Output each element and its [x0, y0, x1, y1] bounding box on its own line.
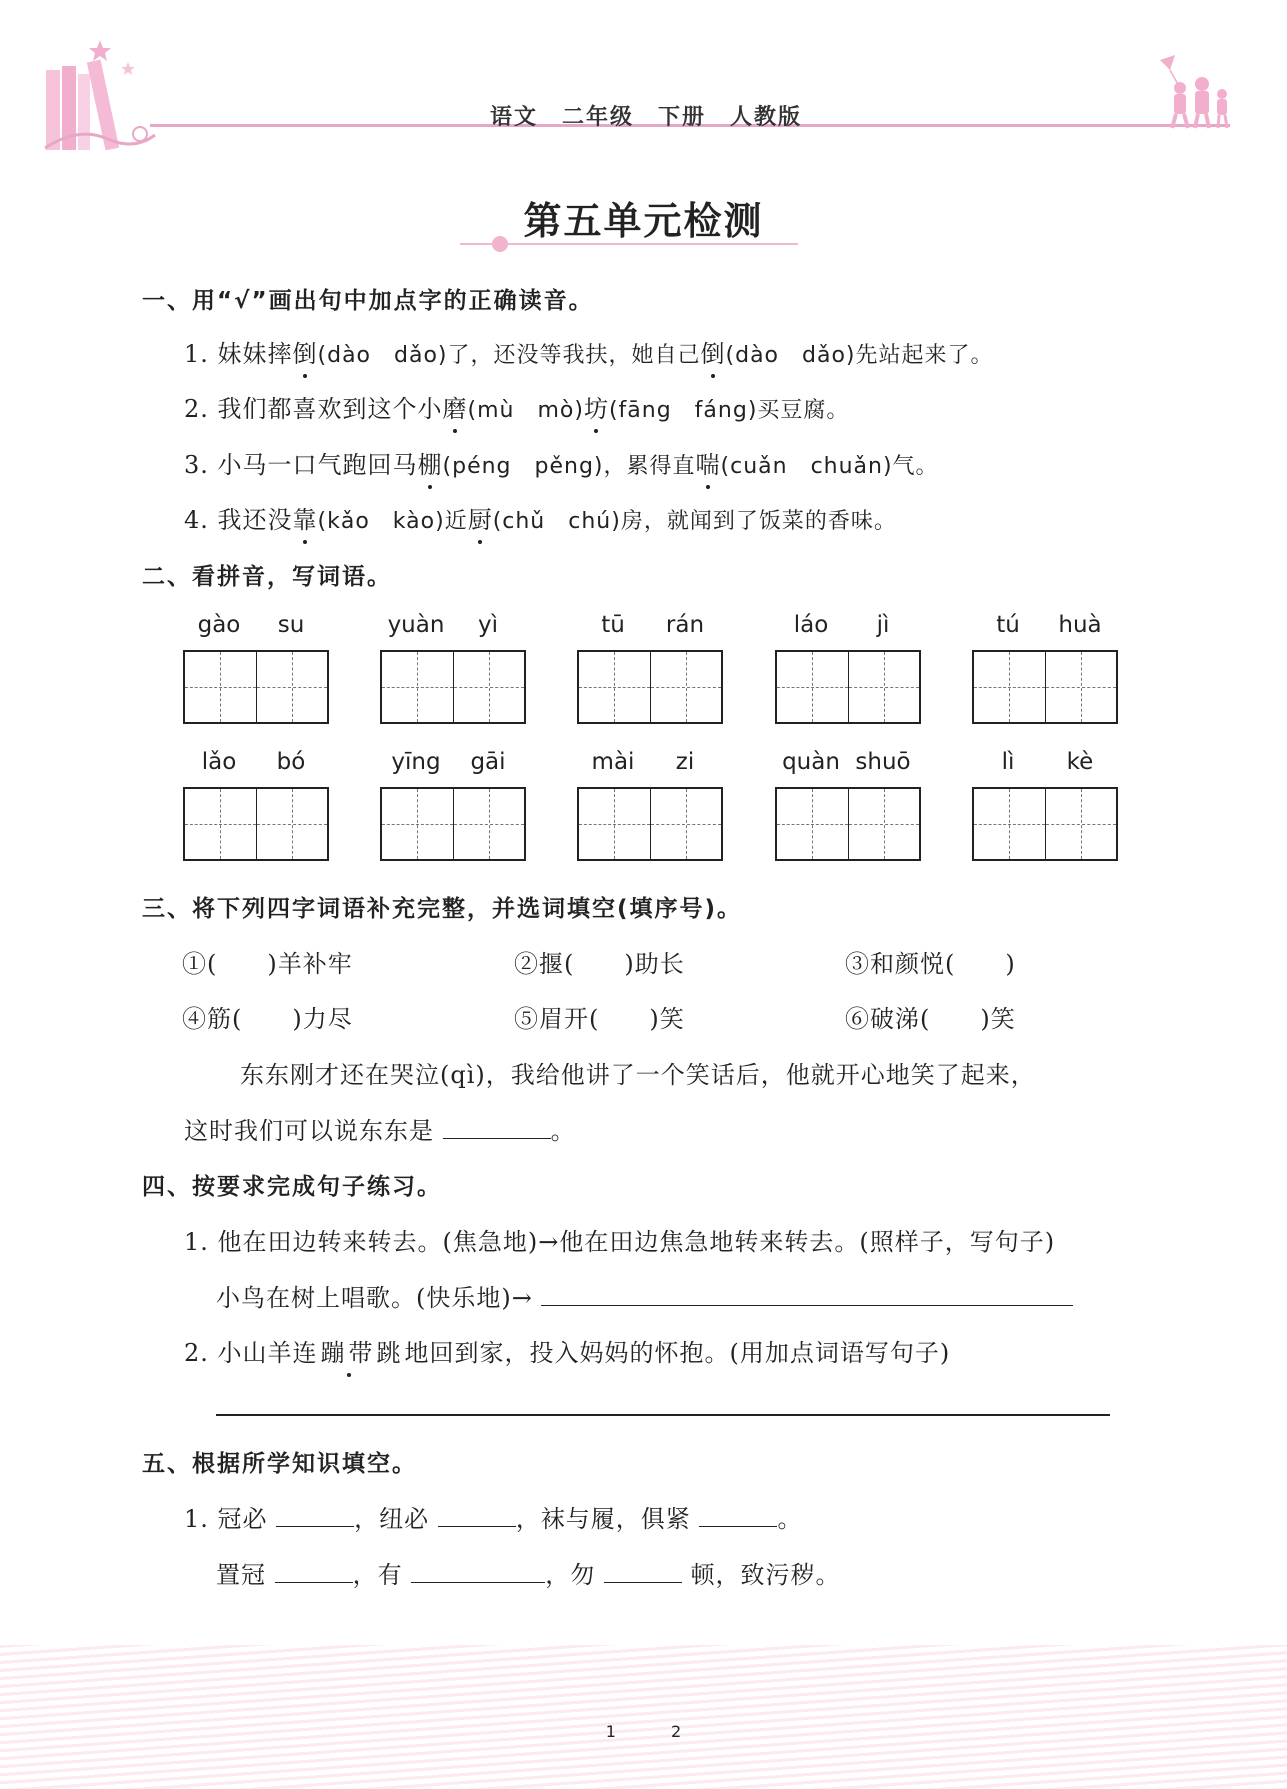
section-5-title: 五、根据所学知识填空。	[142, 1451, 417, 1477]
s4-question-2: 2. 小山羊连蹦带跳地回到家，投入妈妈的怀抱。(用加点词语写句子)	[184, 1339, 951, 1367]
answer-blank[interactable]	[438, 1504, 516, 1527]
s3-paragraph-line-2: 这时我们可以说东东是 。	[184, 1117, 576, 1145]
answer-blank[interactable]	[699, 1504, 777, 1527]
idiom-item-5[interactable]: ⑤眉开( )笑	[514, 1005, 685, 1033]
answer-blank[interactable]	[276, 1504, 354, 1527]
page-header	[0, 0, 1287, 200]
s5-line-2: 置冠 ，有 ，勿 顿，致污秽。	[216, 1561, 841, 1589]
footer-decoration	[0, 1645, 1287, 1789]
children-kite-icon	[1140, 50, 1235, 130]
page-title: 第五单元检测	[523, 198, 764, 243]
idiom-item-3[interactable]: ③和颜悦( )	[845, 950, 1016, 978]
section-1-title: 一、用“√”画出句中加点字的正确读音。	[142, 288, 594, 314]
title-underline	[460, 243, 798, 245]
answer-blank[interactable]	[411, 1560, 545, 1583]
idiom-item-2[interactable]: ②揠( )助长	[514, 950, 685, 978]
s3-paragraph-line-1: 东东刚才还在哭泣(qì)，我给他讲了一个笑话后，他就开心地笑了起来，	[240, 1061, 1036, 1089]
section-3-title: 三、将下列四字词语补充完整，并选词填空(填序号)。	[142, 896, 743, 922]
s5-line-1: 1. 冠必 ，纽必 ，袜与履，俱紧 。	[184, 1505, 803, 1533]
s1-question-4: 4. 我还没靠(kǎo kào)近厨(chǔ chú)房，就闻到了饭菜的香味。	[184, 506, 897, 534]
books-logo-icon	[40, 30, 160, 150]
title-dot	[492, 236, 508, 252]
s1-question-1: 1. 妹妹摔倒(dào dǎo)了，还没等我扶，她自己倒(dào dǎo)先站起来了。	[184, 340, 994, 368]
page-number: 1 2	[605, 1722, 682, 1741]
answer-line[interactable]	[541, 1283, 1073, 1306]
idiom-item-1[interactable]: ①( )羊补牢	[182, 950, 353, 978]
answer-blank[interactable]	[275, 1560, 353, 1583]
answer-line[interactable]	[216, 1414, 1110, 1416]
section-2-title: 二、看拼音，写词语。	[142, 564, 392, 590]
s4-question-1: 1. 他在田边转来转去。(焦急地)→他在田边焦急地转来转去。(照样子，写句子)	[184, 1228, 1056, 1256]
idiom-item-6[interactable]: ⑥破涕( )笑	[845, 1005, 1016, 1033]
section-4-title: 四、按要求完成句子练习。	[142, 1174, 442, 1200]
header-title: 语文 二年级 下册 人教版	[490, 104, 803, 130]
answer-blank[interactable]	[604, 1560, 682, 1583]
s1-question-3: 3. 小马一口气跑回马棚(péng pěng)，累得直喘(cuǎn chuǎn)气。	[184, 451, 939, 479]
s1-question-2: 2. 我们都喜欢到这个小磨(mù mò)坊(fāng fáng)买豆腐。	[184, 395, 850, 423]
s4-question-1-task: 小鸟在树上唱歌。(快乐地)→	[216, 1278, 1073, 1313]
idiom-item-4[interactable]: ④筋( )力尽	[182, 1005, 353, 1033]
answer-blank[interactable]	[443, 1116, 551, 1139]
